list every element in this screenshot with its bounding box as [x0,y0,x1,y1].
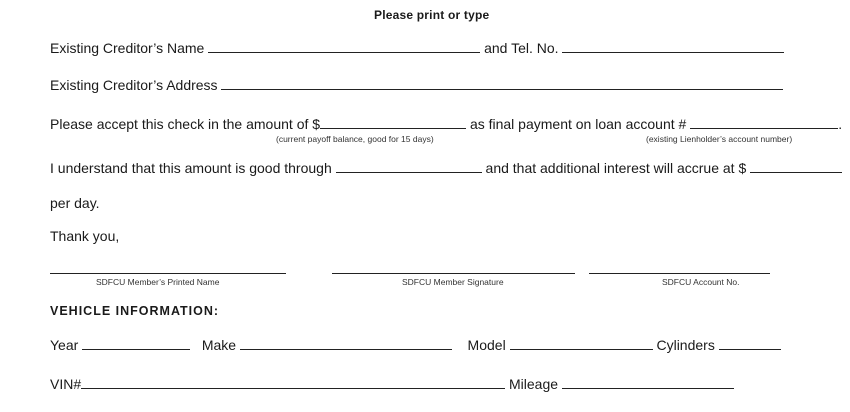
thank-you-text: Thank you, [50,228,120,244]
interest-label: and that additional interest will accrue at $ [485,160,747,176]
creditor-address-field[interactable] [221,77,783,90]
creditor-address-row [50,77,783,93]
good-through-row [50,160,842,176]
year-label: Year [50,337,79,353]
model-label: Model [467,337,506,353]
form-heading: Please print or type [374,8,490,22]
loan-account-field[interactable] [690,116,838,129]
account-no-line[interactable] [589,273,770,274]
vehicle-row-2 [50,376,734,392]
vehicle-row-1 [50,337,781,353]
printed-name-line[interactable] [50,273,286,274]
period-mark: . [838,116,843,132]
daily-interest-field[interactable] [750,160,842,173]
account-note: (existing Lienholder’s account number) [646,134,793,144]
mileage-label: Mileage [509,376,559,392]
printed-name-caption: SDFCU Member’s Printed Name [96,277,220,287]
payoff-amount-field[interactable] [320,116,466,129]
make-field[interactable] [240,337,452,350]
vehicle-section-title: VEHICLE INFORMATION: [50,304,220,318]
vin-label: VIN# [50,376,82,392]
accept-label: Please accept this check in the amount of $ [50,116,321,132]
mileage-field[interactable] [562,376,734,389]
final-payment-label: as final payment on loan account # [469,116,687,132]
year-field[interactable] [82,337,190,350]
good-through-label: I understand that this amount is good through [50,160,332,176]
cylinders-label: Cylinders [656,337,715,353]
make-label: Make [201,337,237,353]
cylinders-field[interactable] [719,337,781,350]
good-through-date-field[interactable] [336,160,482,173]
creditor-name-label: Existing Creditor’s Name [50,40,205,56]
payoff-note: (current payoff balance, good for 15 days) [276,134,434,144]
model-field[interactable] [510,337,653,350]
tel-label: and Tel. No. [484,40,559,56]
signature-line[interactable] [332,273,575,274]
vin-field[interactable] [81,376,505,389]
creditor-address-label: Existing Creditor’s Address [50,77,218,93]
per-day-text: per day. [50,195,100,211]
signature-caption: SDFCU Member Signature [402,277,504,287]
account-no-caption: SDFCU Account No. [662,277,740,287]
tel-field[interactable] [562,40,784,53]
creditor-name-row [50,40,784,56]
creditor-name-field[interactable] [208,40,480,53]
payment-row [50,116,842,132]
